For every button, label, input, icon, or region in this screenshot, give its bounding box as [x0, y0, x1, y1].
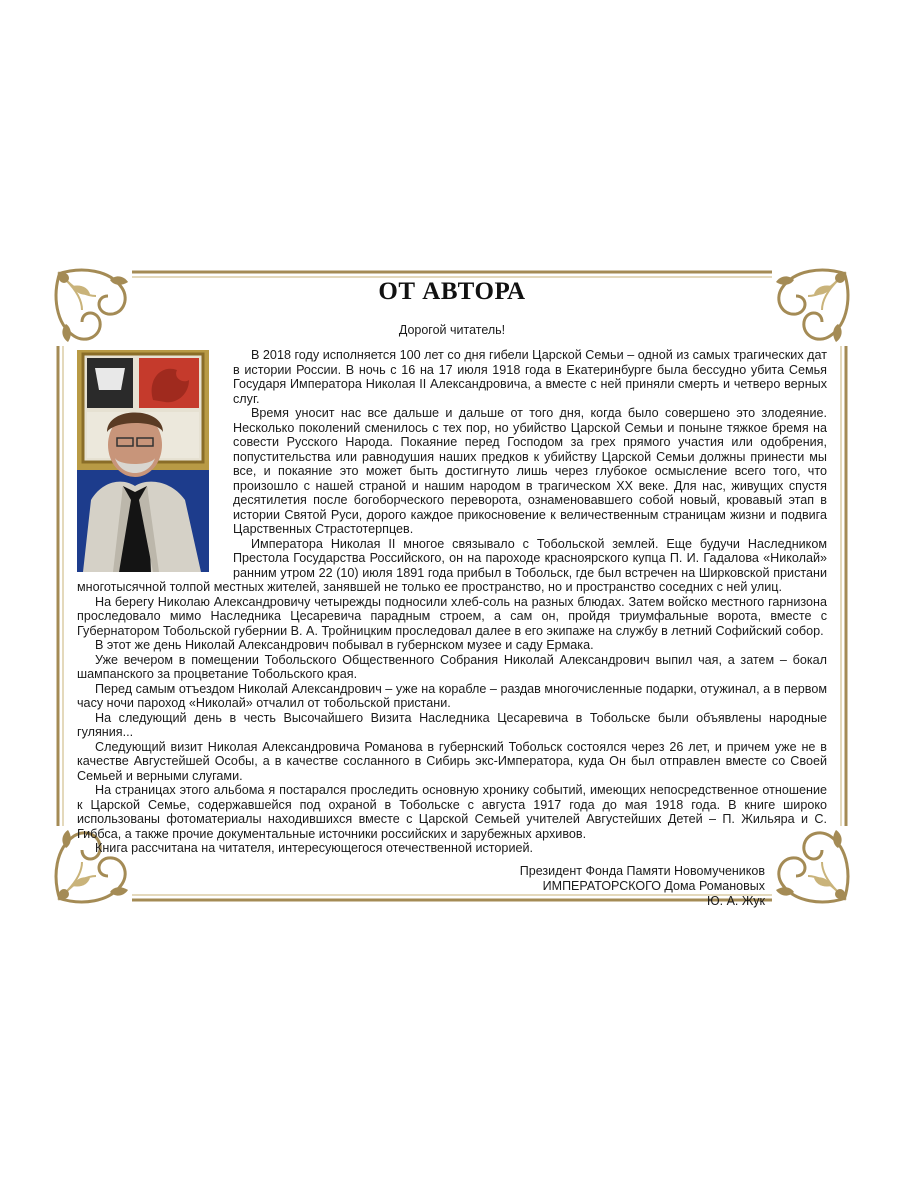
paragraph-4: На берегу Николаю Александровичу четырежды подносили хлеб-соль на разных блюдах. Затем войско местного гарнизона проследовало мимо Наследника Цесаревича парадным строем, а сам он, пройдя триумфальные ворота, вместе с Губернатором Тобольской губернии В. А. Тройницким проследовал далее в его экипаже на службу в летний Софийский собор. — [77, 594, 827, 638]
ornamental-frame — [52, 266, 852, 906]
page-title: ОТ АВТОРА — [378, 278, 526, 305]
paragraph-9: Следующий визит Николая Александровича Романова в губернский Тобольск состоялся через 26 лет, и причем уже не в качестве Августейшей Особы, а в качестве сосланного в Сибирь экс-Императора, куда Он был отправлен вместе со Своей Семьей и верными слугами. — [77, 739, 827, 783]
signature-author-name: Ю. А. Жук — [707, 893, 765, 908]
paragraph-11: Книга рассчитана на читателя, интересующегося отечественной историей. — [95, 841, 534, 855]
article-body — [77, 348, 827, 856]
paragraph-5: В этот же день Николай Александрович побывал в губернском музее и саду Ермака. — [95, 638, 594, 652]
paragraph-8: На следующий день в честь Высочайшего Визита Наследника Цесаревича в Тобольске были объявлены народные гуляния... — [77, 710, 827, 739]
greeting: Дорогой читатель! — [398, 323, 506, 337]
signature-title-line: Президент Фонда Памяти Новомучеников — [519, 863, 765, 878]
paragraph-2: Время уносит нас все дальше и дальше от того дня, когда было совершено это злодеяние. Несколько поколений сменилось с тех пор, но убийство Царской Семьи и поныне тяжкое бремя на совести Русского Народа. Покаяние перед Господом за грех прямого участия или одобрения, попустительства или равнодушия наших предков к убийству Царской Семьи должны принести мы все, и покаяние это может быть достигнуто лишь через глубокое осмысление всего того, что произошло с нашей страной и нашим народом в трагическом XX веке. Для нас, живущих спустя десятилетия после богоборческого переворота, ознаменовавшего собой новый, кровавый этап в истории Святой Руси, дорого каждое прикосновение к величественным страницам жизни и подвига Царственных Страстотерпцев. — [233, 406, 827, 536]
paragraph-10: На страницах этого альбома я постарался проследить основную хронику событий, имеющих непосредственное отношение к Царской Семье, содержавшейся под охраной в Тобольске с августа 1917 года до мая 1918 года. В книге широко использованы фотоматериалы находившихся вместе с Царской Семьей учителей Августейших Детей – П. Жильяра и С. Гиббса, а также прочие документальные источники российских и зарубежных архивов. — [77, 783, 827, 841]
paragraph-1: В 2018 году исполняется 100 лет со дня гибели Царской Семьи – одной из самых трагических дат в истории России. В ночь с 16 на 17 июля 1918 года в Екатеринбурге была бессудно убита Семья Государя Императора Николая II Александровича, а вместе с ней приняли смерть и четверо верных слуг. — [233, 348, 827, 406]
author-portrait — [77, 350, 209, 572]
page-content — [77, 276, 827, 909]
paragraph-7: Перед самым отъездом Николай Александрович – уже на корабле – раздав многочисленные подарки, отужинал, а в первом часу ночи пароход «Николай» отчалил от тобольской пристани. — [77, 681, 827, 710]
signature-organization-line: ИМПЕРАТОРСКОГО Дома Романовых — [542, 878, 765, 893]
paragraph-3: Императора Николая II многое связывало с Тобольской землей. Еще будучи Наследником Престола Государства Российского, он на пароходе красноярского купца П. И. Гадалова «Николай» ранним утром 22 (10) июля 1891 года прибыл в Тобольск, где был встречен на Ширковской пристани многотысячной толпой местных жителей, занявшей не только ее пространство, но и пространство соседних с ней улиц. — [77, 536, 827, 594]
author-portrait-image — [77, 350, 209, 572]
paragraph-6: Уже вечером в помещении Тобольского Общественного Собрания Николай Александрович выпил чая, а затем – бокал шампанского за процветание Тобольского края. — [77, 652, 827, 681]
author-signature — [77, 864, 827, 909]
